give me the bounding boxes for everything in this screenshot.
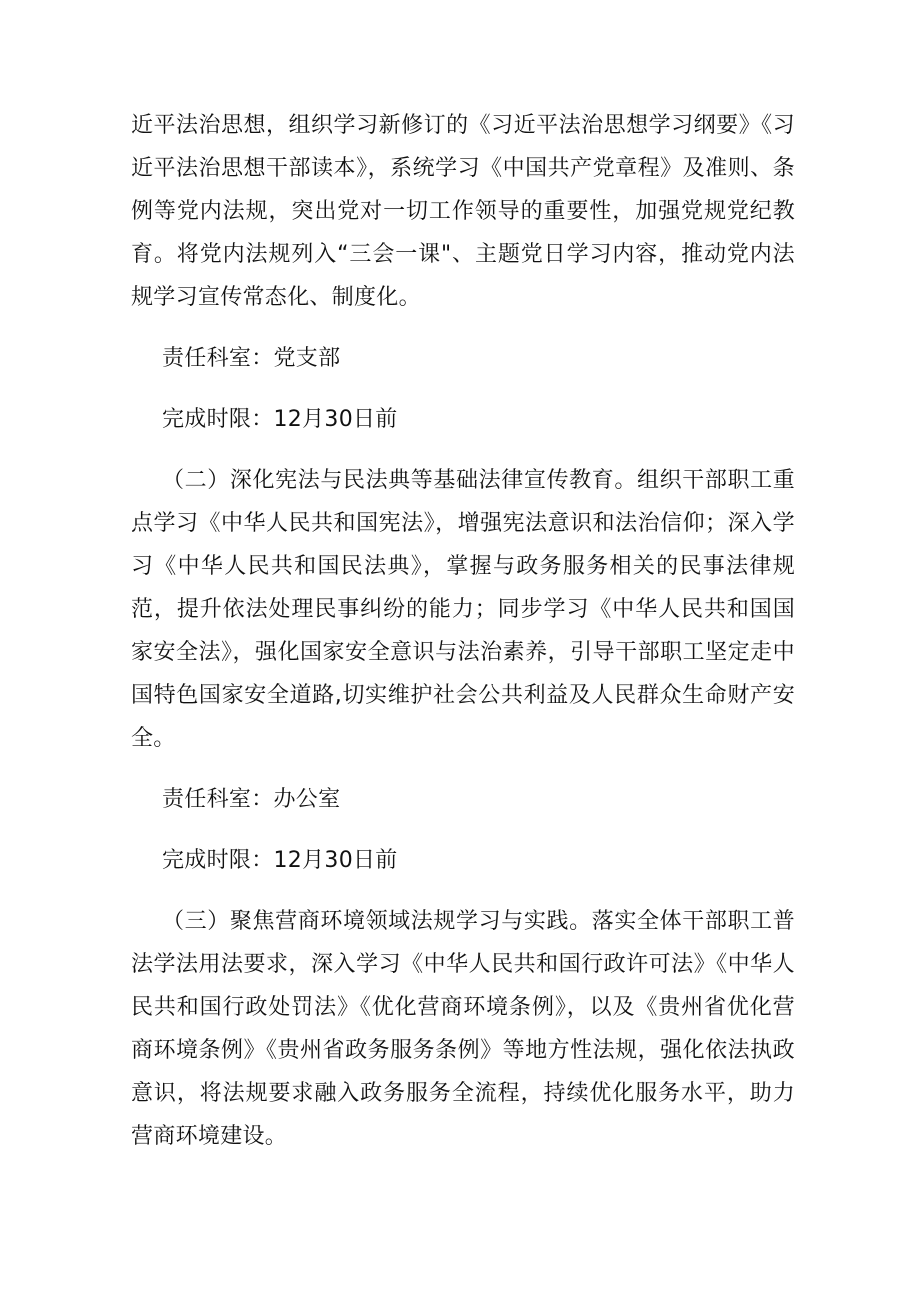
deadline-2: 完成时限：12月30日前 — [162, 848, 398, 873]
deadline-1: 完成时限：12月30日前 — [162, 407, 398, 432]
responsible-office-general-office: 责任科室：办公室 — [162, 787, 341, 812]
responsible-office-party-branch: 责任科室：党支部 — [162, 346, 341, 371]
document-body — [131, 104, 795, 1176]
paragraph-continuation: 近平法治思想，组织学习新修订的《习近平法治思想学习纲要》《习近平法治思想干部读本》，系统学习《中国共产党章程》及准则、条例等党内法规，突出党对一切工作领导的重要性，加强党规党纪教育。将党内法规列入“三会一课"、主题党日学习内容，推动党内法规学习宣传常态化、制度化。 — [131, 113, 795, 310]
paragraph-section-3: （三）聚焦营商环境领域法规学习与实践。落实全体干部职工普法学法用法要求，深入学习《中华人民共和国行政许可法》《中华人民共和国行政处罚法》《优化营商环境条例》，以及《贵州省优化营商环境条例》《贵州省政务服务条例》等地方性法规，强化依法执政意识，将法规要求融入政务服务全流程，持续优化服务水平，助力营商环境建设。 — [131, 909, 795, 1149]
paragraph-section-2: （二）深化宪法与民法典等基础法律宣传教育。组织干部职工重点学习《中华人民共和国宪法》，增强宪法意识和法治信仰；深入学习《中华人民共和国民法典》，掌握与政务服务相关的民事法律规范，提升依法处理民事纠纷的能力；同步学习《中华人民共和国国家安全法》，强化国家安全意识与法治素养，引导干部职工坚定走中国特色国家安全道路,切实维护社会公共利益及人民群众生命财产安全。 — [131, 468, 795, 751]
